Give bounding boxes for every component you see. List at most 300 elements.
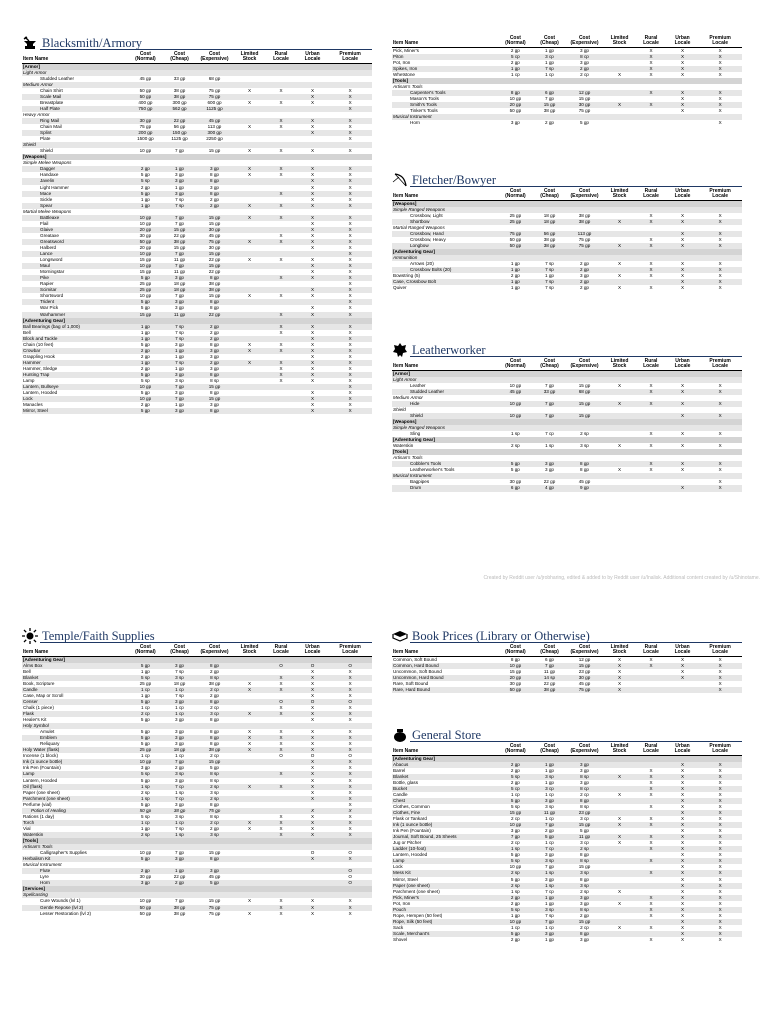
table-cell: 15 gp: [195, 384, 234, 390]
table-cell: X: [698, 389, 742, 395]
table-cell: X: [635, 846, 667, 852]
table-cell: [Tools]: [392, 78, 497, 84]
table-cell: 600 gp: [207, 99, 222, 105]
column-header: Cost (Normal): [497, 645, 534, 656]
table-cell: X: [310, 305, 315, 311]
table-cell: 56 gp: [534, 231, 566, 237]
table-cell: 7 cp: [164, 796, 196, 802]
table-cell: 5 sp: [127, 675, 164, 681]
table-cell: Book, Scripture: [23, 680, 55, 686]
table-cell: X: [680, 937, 685, 942]
column-header: Urban Locale: [667, 189, 699, 200]
table-cell: 33 gp: [173, 75, 186, 81]
table-cell: X: [604, 675, 636, 681]
table-cell: X: [265, 687, 297, 693]
table-cell: Artisan's Tools: [22, 844, 127, 850]
table-cell: Jug or Pitcher: [393, 840, 422, 846]
table-cell: Glaive: [22, 227, 127, 233]
table-cell: Ink Pen (Fountain): [393, 828, 431, 834]
table-cell: 2 cp: [195, 687, 234, 693]
table-cell: 30 gp: [139, 232, 152, 238]
table-cell: X: [698, 279, 742, 285]
table-cell: 8 gp: [210, 729, 219, 735]
table-cell: 1 gp: [545, 47, 554, 53]
price-table: [22, 645, 372, 917]
table-cell: X: [698, 675, 742, 681]
table-cell: X: [297, 832, 329, 838]
table-cell: X: [279, 680, 283, 686]
table-cell: 8 sp: [210, 777, 219, 783]
table-cell: Uncommon, Soft Bound: [393, 668, 442, 674]
table-cell: 3 gp: [175, 777, 184, 783]
table-cell: 2 gp: [140, 184, 150, 190]
table-cell: Crossbow, Light: [410, 212, 443, 218]
table-header-row: [392, 36, 742, 47]
table-cell: [Services]: [22, 886, 127, 892]
table-cell: X: [718, 937, 722, 942]
table-cell: 75 gp: [497, 231, 534, 237]
table-cell: X: [247, 257, 252, 263]
table-cell: X: [680, 852, 685, 858]
table-cell: X: [667, 461, 699, 467]
table-cell: X: [328, 215, 372, 221]
table-cell: Reliquary: [40, 741, 60, 747]
table-cell: 2 gp: [545, 120, 554, 126]
table-cell: Splint: [22, 130, 127, 136]
table-cell: 8 gp: [195, 856, 234, 862]
table-cell: X: [328, 287, 372, 293]
table-cell: X: [667, 786, 699, 792]
table-cell: 15 gp: [208, 220, 221, 226]
table-cell: X: [680, 95, 685, 101]
table-cell: X: [680, 236, 685, 242]
table-cell: X: [310, 813, 315, 819]
table-cell: 8 gp: [195, 191, 234, 197]
table-cell: 11 gp: [543, 668, 556, 674]
table-cell: 7 gp: [164, 263, 196, 269]
table-cell: X: [718, 912, 722, 918]
table-cell: 2 gp: [545, 828, 554, 834]
table-cell: 2 gp: [510, 47, 520, 53]
table-cell: X: [604, 401, 636, 407]
table-cell: X: [617, 273, 622, 279]
table-cell: O: [297, 663, 329, 669]
table-cell: 50 gp: [509, 108, 522, 114]
table-cell: X: [297, 191, 329, 197]
table-cell: [Adventuring Gear]: [392, 437, 497, 443]
table-cell: 38 gp: [534, 687, 566, 693]
table-row: [392, 285, 742, 291]
table-cell: 2 gp: [510, 273, 520, 279]
table-cell: Ring Mail: [22, 118, 127, 124]
table-row: [392, 120, 742, 126]
table-cell: X: [649, 803, 653, 809]
table-cell: 5 gp: [534, 834, 566, 840]
table-cell: 3 gp: [565, 895, 604, 901]
table-cell: 7 gp: [164, 384, 196, 390]
table-cell: 9 gp: [565, 485, 604, 491]
table-cell: X: [649, 261, 653, 267]
table-cell: 3 gp: [175, 341, 184, 347]
table-cell: X: [617, 924, 622, 930]
column-header: Limited Stock: [234, 645, 266, 656]
table-cell: X: [635, 870, 667, 876]
table-cell: X: [680, 888, 685, 894]
table-cell: X: [718, 95, 722, 101]
table-cell: X: [348, 232, 352, 238]
table-cell: 4 gp: [534, 485, 566, 491]
table-cell: 7 cp: [545, 888, 554, 894]
table-cell: 22 gp: [543, 680, 556, 686]
table-header-row: [392, 645, 742, 656]
table-cell: 3 sp: [175, 378, 184, 384]
table-cell: X: [310, 365, 315, 371]
table-cell: Medium Armor: [393, 394, 423, 400]
table-cell: 3 gp: [164, 178, 196, 184]
table-cell: 2 gp: [140, 402, 150, 408]
table-cell: X: [698, 774, 742, 780]
table-cell: 15 gp: [565, 919, 604, 925]
table-cell: 23 gp: [578, 668, 591, 674]
table-cell: 2 cp: [127, 711, 164, 717]
table-header-row: [392, 744, 742, 755]
table-cell: 3 gp: [545, 852, 554, 858]
table-cell: 3 gp: [164, 275, 196, 281]
table-cell: X: [667, 798, 699, 804]
table-cell: X: [234, 348, 266, 354]
table-cell: [667, 120, 699, 126]
table-cell: Lock: [393, 864, 403, 870]
table-cell: 7 cp: [164, 784, 196, 790]
table-cell: Crossbow, Heavy: [410, 236, 446, 242]
table-cell: X: [234, 784, 266, 790]
column-header: Cost (Expensive): [565, 36, 604, 47]
table-cell: 1 cp: [164, 711, 196, 717]
leatherworker-section: [392, 342, 742, 492]
table-cell: O: [328, 699, 372, 705]
column-header: Rural Locale: [635, 189, 667, 200]
table-cell: X: [698, 231, 742, 237]
column-header: Premium Locale: [698, 359, 742, 370]
column-header: Item Name: [392, 359, 497, 370]
table-cell: 45 gp: [578, 680, 591, 686]
table-cell: [604, 485, 636, 491]
table-cell: 300 gp: [172, 99, 187, 105]
table-cell: 1 cp: [545, 924, 554, 930]
table-cell: 10 gp: [127, 263, 164, 269]
table-cell: 3 gp: [127, 880, 164, 886]
table-cell: 1 sp: [175, 789, 184, 795]
title-rule: [40, 642, 372, 643]
table-cell: 8 gp: [210, 172, 219, 178]
table-cell: X: [667, 907, 699, 913]
table-cell: 30 gp: [509, 680, 522, 686]
table-cell: Mirror, Steel: [393, 876, 418, 882]
table-cell: 2 gp: [127, 166, 164, 172]
table-cell: 3 sp: [565, 870, 604, 876]
table-cell: 8 gp: [580, 467, 589, 473]
table-cell: 14 sp: [534, 675, 566, 681]
column-header: Item Name: [22, 645, 127, 656]
table-cell: Journal, Soft Bound, 25 Sheets: [392, 834, 497, 840]
table-cell: X: [718, 864, 722, 870]
table-cell: 5 sp: [497, 907, 534, 913]
table-cell: Healer's Kit: [23, 717, 47, 723]
table-cell: 3 gp: [175, 172, 184, 178]
table-cell: X: [718, 71, 722, 77]
column-header: Cost (Expensive): [565, 359, 604, 370]
table-cell: Common, Hard Bound: [392, 663, 497, 669]
table-cell: X: [348, 741, 352, 747]
table-cell: X: [310, 910, 315, 916]
table-cell: X: [348, 184, 352, 190]
table-cell: 45 gp: [208, 874, 221, 880]
table-cell: X: [348, 704, 352, 710]
table-cell: O: [310, 850, 315, 856]
table-cell: Horn: [22, 880, 127, 886]
price-table: [392, 744, 742, 943]
table-cell: Rare, Hard Bound: [392, 687, 497, 693]
table-cell: 1 gp: [140, 668, 150, 674]
table-cell: X: [604, 219, 636, 225]
table-cell: X: [265, 118, 297, 124]
price-table: [22, 52, 372, 414]
table-cell: 8 gp: [210, 341, 219, 347]
table-row: [392, 687, 742, 693]
table-cell: 3 cp: [195, 711, 234, 717]
table-cell: 5 sp: [497, 858, 534, 864]
section-title: [22, 628, 372, 644]
table-cell: X: [310, 269, 315, 275]
table-cell: 5 gp: [127, 275, 164, 281]
column-header: Urban Locale: [667, 359, 699, 370]
table-cell: O: [310, 753, 315, 759]
table-cell: 1 gp: [545, 937, 554, 942]
table-cell: X: [667, 485, 699, 491]
table-cell: X: [604, 102, 636, 108]
table-cell: X: [297, 166, 329, 172]
table-cell: X: [698, 931, 742, 937]
table-cell: Chain Shirt: [40, 87, 63, 93]
table-cell: Lesser Restoration (lvl 2): [40, 910, 92, 916]
table-cell: X: [310, 87, 315, 93]
table-cell: X: [247, 741, 252, 747]
table-cell: 2 sp: [580, 888, 589, 894]
column-header: Limited Stock: [604, 36, 636, 47]
table-cell: X: [718, 803, 722, 809]
table-cell: 2 sp: [497, 883, 534, 889]
column-header: Premium Locale: [698, 36, 742, 47]
table-cell: [Weapons]: [392, 200, 497, 207]
column-header: Cost (Cheap): [164, 645, 196, 656]
table-cell: 2 gp: [580, 912, 589, 918]
table-cell: 1 gp: [175, 353, 184, 359]
table-cell: 7 sp: [164, 324, 196, 330]
table-cell: X: [247, 293, 252, 299]
general-store-section: [392, 727, 742, 943]
table-cell: Holy Water (flask): [22, 747, 127, 753]
table-cell: X: [718, 431, 722, 437]
table-cell: 8 sp: [580, 803, 589, 809]
table-cell: 5 sp: [141, 813, 150, 819]
table-cell: X: [718, 767, 722, 773]
table-cell: X: [635, 66, 667, 72]
table-cell: X: [604, 834, 636, 840]
column-header: Urban Locale: [667, 645, 699, 656]
table-cell: X: [667, 267, 699, 273]
table-cell: 8 gp: [195, 735, 234, 741]
table-cell: 3 gp: [534, 798, 566, 804]
table-cell: Vial: [23, 825, 31, 831]
table-cell: 15 gp: [578, 864, 591, 870]
section-title-text: Book Prices (Library or Otherwise): [412, 628, 590, 643]
table-cell: Block and Tackle: [22, 336, 127, 342]
table-cell: 3 gp: [580, 59, 589, 65]
table-cell: X: [279, 813, 283, 819]
table-cell: 7 sp: [534, 267, 566, 273]
table-cell: X: [698, 858, 742, 864]
table-cell: X: [718, 212, 722, 218]
table-cell: X: [328, 178, 372, 184]
title-rule: [410, 356, 742, 357]
table-cell: 8 gp: [195, 275, 234, 281]
table-cell: 11 gp: [173, 269, 186, 275]
table-cell: X: [348, 341, 352, 347]
table-cell: 38 gp: [164, 239, 196, 245]
table-cell: 38 gp: [208, 680, 221, 686]
table-cell: 22 gp: [173, 232, 186, 238]
table-cell: X: [680, 840, 685, 846]
table-cell: 2 gp: [164, 880, 196, 886]
table-cell: X: [667, 810, 699, 816]
table-cell: 1 gp: [545, 779, 554, 785]
table-cell: 1 cp: [545, 71, 554, 77]
table-cell: 150 gp: [164, 130, 196, 136]
table-cell: 10 gp: [497, 401, 534, 407]
table-cell: X: [718, 828, 722, 834]
table-cell: 8 gp: [195, 299, 234, 305]
table-cell: 7 sp: [175, 196, 184, 202]
table-cell: X: [698, 834, 742, 840]
table-cell: Simple Melee Weapons: [23, 160, 72, 166]
table-cell: 750 gp: [127, 106, 164, 112]
table-cell: X: [617, 840, 622, 846]
table-cell: 5 gp: [140, 305, 150, 311]
table-cell: 7 gp: [545, 864, 554, 870]
table-cell: X: [310, 172, 315, 178]
table-cell: 11 gp: [164, 312, 196, 318]
table-cell: X: [718, 840, 722, 846]
table-cell: X: [680, 47, 685, 53]
table-cell: 22 gp: [208, 269, 221, 275]
table-cell: 1 cp: [545, 816, 554, 822]
table-cell: X: [698, 663, 742, 669]
table-cell: X: [680, 828, 685, 834]
table-cell: 1 gp: [545, 767, 554, 773]
table-cell: 38 gp: [173, 910, 186, 916]
table-cell: [604, 120, 636, 126]
table-cell: 10 gp: [139, 220, 152, 226]
table-cell: X: [265, 215, 297, 221]
table-cell: X: [348, 220, 352, 226]
table-cell: X: [680, 803, 685, 809]
table-cell: X: [348, 680, 352, 686]
table-cell: 7 sp: [175, 329, 184, 335]
table-cell: X: [328, 275, 372, 281]
table-cell: X: [635, 243, 667, 249]
table-cell: X: [680, 285, 685, 291]
table-cell: X: [328, 820, 372, 826]
table-cell: 11 gp: [173, 257, 186, 263]
table-cell: 8 cp: [565, 786, 604, 792]
table-cell: Waterskin: [22, 832, 127, 838]
table-cell: 7 gp: [497, 834, 534, 840]
table-cell: X: [348, 789, 352, 795]
table-cell: X: [698, 919, 742, 925]
table-cell: 7 gp: [175, 898, 184, 904]
table-cell: Bowstring (5): [393, 273, 421, 279]
table-cell: Musical Instrument: [392, 114, 497, 120]
table-cell: X: [604, 243, 636, 249]
table-cell: 2 gp: [195, 336, 234, 342]
table-cell: X: [265, 348, 297, 354]
table-cell: 1 cp: [175, 704, 184, 710]
table-cell: X: [649, 212, 653, 218]
table-cell: O: [297, 699, 329, 705]
table-cell: X: [297, 227, 329, 233]
table-cell: 11 gp: [534, 810, 566, 816]
table-cell: 2 cp: [511, 840, 520, 846]
table-cell: 15 gp: [565, 663, 604, 669]
table-cell: 8 gp: [580, 876, 589, 882]
table-cell: 5 sp: [511, 803, 520, 809]
table-cell: 10 gp: [497, 663, 534, 669]
table-cell: Studded Leather: [40, 75, 74, 81]
table-cell: 1 gp: [497, 279, 534, 285]
bow-icon: [392, 172, 408, 188]
table-cell: 3 gp: [210, 365, 219, 371]
table-cell: 1 gp: [164, 868, 196, 874]
table-cell: X: [348, 717, 352, 723]
table-cell: X: [297, 905, 329, 911]
table-cell: X: [348, 813, 352, 819]
table-cell: X: [698, 687, 742, 693]
table-cell: 23 gp: [565, 810, 604, 816]
table-cell: X: [348, 305, 352, 311]
table-cell: 8 sp: [195, 771, 234, 777]
table-row: [22, 911, 372, 917]
table-cell: X: [635, 267, 667, 273]
table-cell: X: [310, 777, 315, 783]
table-cell: X: [265, 275, 297, 281]
section-title: [392, 727, 742, 743]
table-cell: 2 gp: [210, 692, 219, 698]
table-cell: X: [348, 293, 352, 299]
table-cell: 3 gp: [175, 729, 184, 735]
table-cell: 1 sp: [127, 784, 164, 790]
table-cell: X: [698, 102, 742, 108]
table-cell: 3 gp: [210, 353, 219, 359]
table-cell: Half Plate: [22, 106, 127, 112]
table-cell: X: [617, 791, 622, 797]
table-cell: Drum: [392, 485, 497, 491]
table-cell: 3 sp: [565, 883, 604, 889]
table-cell: 50 gp: [509, 236, 522, 242]
table-cell: X: [310, 245, 315, 250]
table-cell: Simple Ranged Weapons: [392, 425, 497, 431]
table-cell: Handaxe: [40, 172, 59, 178]
table-cell: Lantern, Hooded: [393, 852, 428, 858]
